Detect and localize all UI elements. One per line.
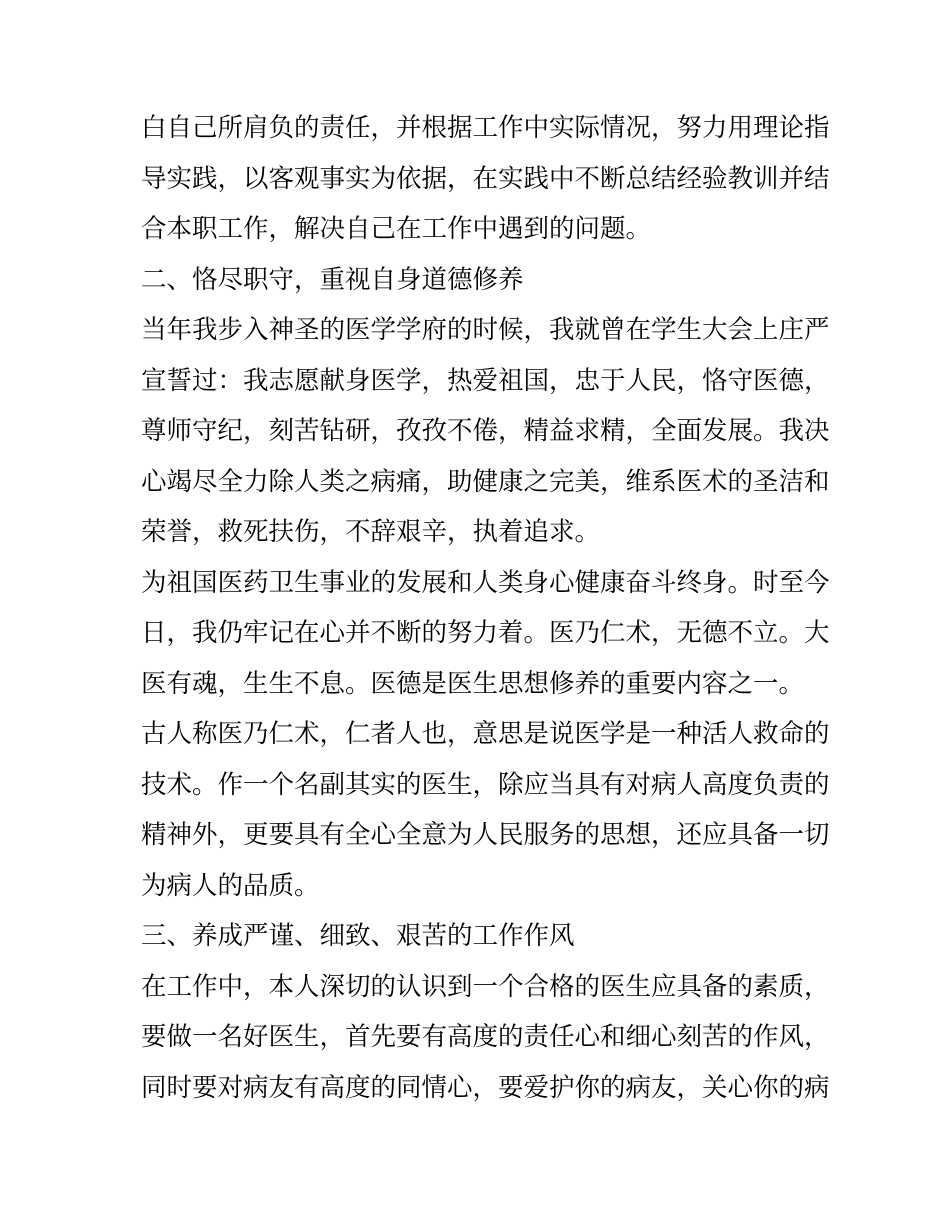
text-line: 日，我仍牢记在心并不断的努力着。医乃仁术，无德不立。大 (141, 618, 830, 648)
text-line: 白自己所肩负的责任，并根据工作中实际情况，努力用理论指 (141, 113, 830, 143)
text-line: 医有魂，生生不息。医德是医生思想修养的重要内容之一。 (141, 668, 805, 699)
text-line: 在工作中，本人深切的认识到一个合格的医生应具备的素质， (141, 971, 830, 1002)
section-heading: 三、养成严谨、细致、艰苦的工作作风 (141, 921, 575, 951)
text-line: 宣誓过：我志愿献身医学，热爱祖国，忠于人民，恪守医德， (141, 365, 830, 396)
section-heading: 二、恪尽职守，重视自身道德修养 (141, 264, 524, 295)
text-line: 同时要对病友有高度的同情心，要爱护你的病友，关心你的病 (141, 1072, 830, 1103)
text-line: 尊师守纪，刻苦钻研，孜孜不倦，精益求精，全面发展。我决 (141, 416, 830, 446)
document-body (141, 103, 830, 1113)
text-line: 技术。作一个名副其实的医生，除应当具有对病人高度负责的 (141, 769, 830, 800)
text-line: 荣誉，救死扶伤，不辞艰辛，执着追求。 (141, 517, 601, 547)
text-line: 当年我步入神圣的医学学府的时候，我就曾在学生大会上庄严 (141, 315, 830, 345)
text-line: 合本职工作，解决自己在工作中遇到的问题。 (141, 214, 652, 244)
text-line: 为病人的品质。 (141, 870, 320, 901)
text-line: 古人称医乃仁术，仁者人也，意思是说医学是一种活人救命的 (141, 719, 830, 749)
text-line: 精神外，更要具有全心全意为人民服务的思想，还应具备一切 (141, 820, 830, 850)
text-line: 导实践，以客观事实为依据，在实践中不断总结经验教训并结 (141, 163, 830, 194)
text-line: 心竭尽全力除人类之病痛，助健康之完美，维系医术的圣洁和 (141, 466, 830, 497)
text-line: 为祖国医药卫生事业的发展和人类身心健康奋斗终身。时至今 (141, 567, 830, 598)
text-line: 要做一名好医生，首先要有高度的责任心和细心刻苦的作风， (141, 1022, 830, 1052)
